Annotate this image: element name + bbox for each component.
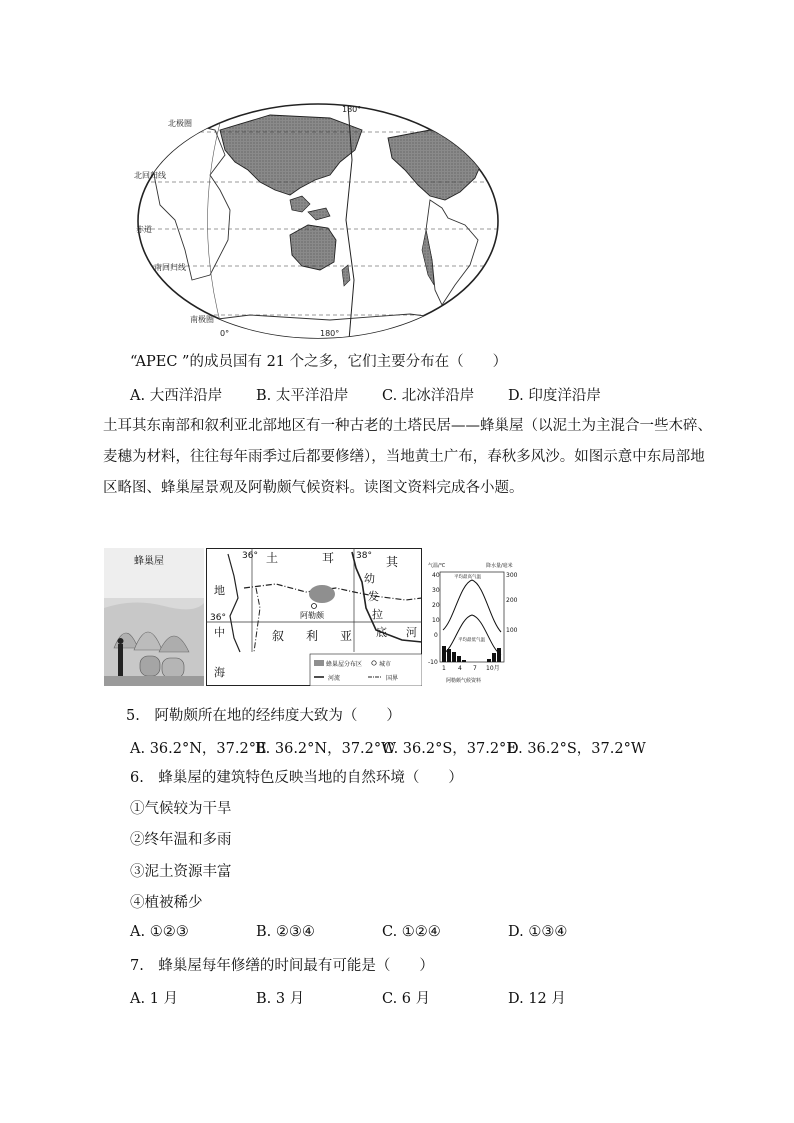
arctic-circle-label: 北极圈 xyxy=(168,119,192,128)
map-river-1: 幼 xyxy=(364,572,375,585)
q7-option-a[interactable]: A. 1 月 xyxy=(130,991,179,1007)
climate-y-right-300: 300 xyxy=(506,572,518,579)
map-lat-38-top: 38° xyxy=(356,551,372,561)
climate-y-left-10: 10 xyxy=(432,617,440,624)
apec-option-d[interactable]: D. 印度洋沿岸 xyxy=(508,388,601,404)
map-river-2: 发 xyxy=(368,590,379,603)
meridian-180-top-label: 180° xyxy=(342,105,362,114)
climate-y-left-40: 40 xyxy=(432,572,440,579)
q5-option-b[interactable]: B. 36.2°N，37.2°W xyxy=(255,741,397,757)
climate-x-1: 1 xyxy=(442,665,446,672)
q7-stem: 7. 蜂巢屋每年修缮的时间最有可能是（ ） xyxy=(130,958,434,974)
map-syria-2: 利 xyxy=(306,629,319,643)
q5-option-d[interactable]: D. 36.2°S，37.2°W xyxy=(507,741,646,757)
middle-east-map xyxy=(206,548,422,686)
legend-city: 城市 xyxy=(379,661,392,668)
apec-question-stem: “APEC ”的成员国有 21 个之多，它们主要分布在（ ） xyxy=(130,354,508,370)
climate-max-temp-label: 平均最高气温 xyxy=(454,575,481,580)
map-turkey-2: 耳 xyxy=(322,551,335,565)
q6-item-2: ②终年温和多雨 xyxy=(130,832,232,848)
climate-x-7: 7 xyxy=(473,665,477,672)
map-syria-3: 亚 xyxy=(340,629,353,643)
legend-river: 河流 xyxy=(328,675,341,682)
q5-stem: 5. 阿勒颇所在地的经纬度大致为（ ） xyxy=(126,708,401,724)
map-lat-36-top: 36° xyxy=(242,551,258,561)
apec-option-c[interactable]: C. 北冰洋沿岸 xyxy=(382,388,475,404)
q6-option-a[interactable]: A. ①②③ xyxy=(130,924,189,940)
q6-item-1: ①气候较为干旱 xyxy=(130,801,232,817)
map-river-3: 拉 xyxy=(372,608,383,621)
apec-option-a[interactable]: A. 大西洋沿岸 xyxy=(130,388,223,404)
q5-option-c[interactable]: C. 36.2°S，37.2°E xyxy=(383,741,517,757)
q6-option-d[interactable]: D. ①③④ xyxy=(508,924,568,940)
world-map-figure xyxy=(130,100,510,345)
tropic-capricorn-label: 南回归线 xyxy=(154,263,186,272)
map-sea-1: 地 xyxy=(214,584,225,597)
beehive-house-photo xyxy=(104,548,204,686)
map-city-aleppo: 阿勒颇 xyxy=(300,611,324,620)
q6-stem: 6. 蜂巢屋的建筑特色反映当地的自然环境（ ） xyxy=(130,770,463,786)
passage-line-2: 麦穗为材料，往往每年雨季过后都要修缮），当地黄土广布，春秋多风沙。如图示意中东局部地 xyxy=(103,449,705,465)
climate-y-right-100: 100 xyxy=(506,627,518,634)
aleppo-climate-chart xyxy=(426,560,522,690)
meridian-0-label: 0° xyxy=(220,329,230,338)
map-sea-3: 海 xyxy=(214,666,225,679)
climate-min-temp-label: 平均最低气温 xyxy=(458,638,485,643)
meridian-180-bottom-label: 180° xyxy=(320,329,340,338)
map-syria-1: 叙 xyxy=(272,629,285,643)
passage-line-1: 土耳其东南部和叙利亚北部地区有一种古老的土塔民居——蜂巢屋（以泥土为主混合一些木碎、 xyxy=(103,418,712,434)
q6-item-3: ③泥土资源丰富 xyxy=(130,864,232,880)
world-map-svg xyxy=(130,100,510,345)
map-river-4: 底 xyxy=(376,626,387,639)
climate-y-left-30: 30 xyxy=(432,587,440,594)
climate-y-left-neg10: -10 xyxy=(428,659,438,666)
q7-option-b[interactable]: B. 3 月 xyxy=(256,991,305,1007)
q6-option-b[interactable]: B. ②③④ xyxy=(256,924,315,940)
passage-line-3: 区略图、蜂巢屋景观及阿勒颇气候资料。读图文资料完成各小题。 xyxy=(103,480,524,496)
climate-y-right-200: 200 xyxy=(506,597,518,604)
climate-caption: 阿勒颇气候资料 xyxy=(446,678,482,684)
climate-y-left-0: 0 xyxy=(434,632,438,639)
q7-option-c[interactable]: C. 6 月 xyxy=(382,991,431,1007)
map-turkey-3: 其 xyxy=(386,555,399,569)
tropic-cancer-label: 北回归线 xyxy=(134,171,166,180)
equator-label: 赤道 xyxy=(136,225,152,234)
q6-item-4: ④植被稀少 xyxy=(130,895,203,911)
climate-x-10: 10月 xyxy=(486,665,500,672)
map-sea-2: 中 xyxy=(214,626,225,639)
map-river-suffix: 河 xyxy=(406,626,417,639)
legend-border: 国界 xyxy=(386,675,399,682)
map-turkey-1: 土 xyxy=(266,551,279,565)
antarctic-circle-label: 南极圈 xyxy=(190,315,214,324)
q7-option-d[interactable]: D. 12 月 xyxy=(508,991,566,1007)
climate-y-left-label: 气温/℃ xyxy=(428,563,446,569)
climate-y-right-label: 降水量/毫米 xyxy=(486,563,513,569)
q6-option-c[interactable]: C. ①②④ xyxy=(382,924,441,940)
photo-title: 蜂巢屋 xyxy=(134,556,164,567)
climate-y-left-20: 20 xyxy=(432,602,440,609)
map-lon-36-left: 36° xyxy=(210,613,226,623)
apec-option-b[interactable]: B. 太平洋沿岸 xyxy=(256,388,349,404)
climate-x-4: 4 xyxy=(458,665,462,672)
legend-distribution-area: 蜂巢屋分布区 xyxy=(326,661,363,668)
q5-option-a[interactable]: A. 36.2°N，37.2°E xyxy=(130,741,267,757)
